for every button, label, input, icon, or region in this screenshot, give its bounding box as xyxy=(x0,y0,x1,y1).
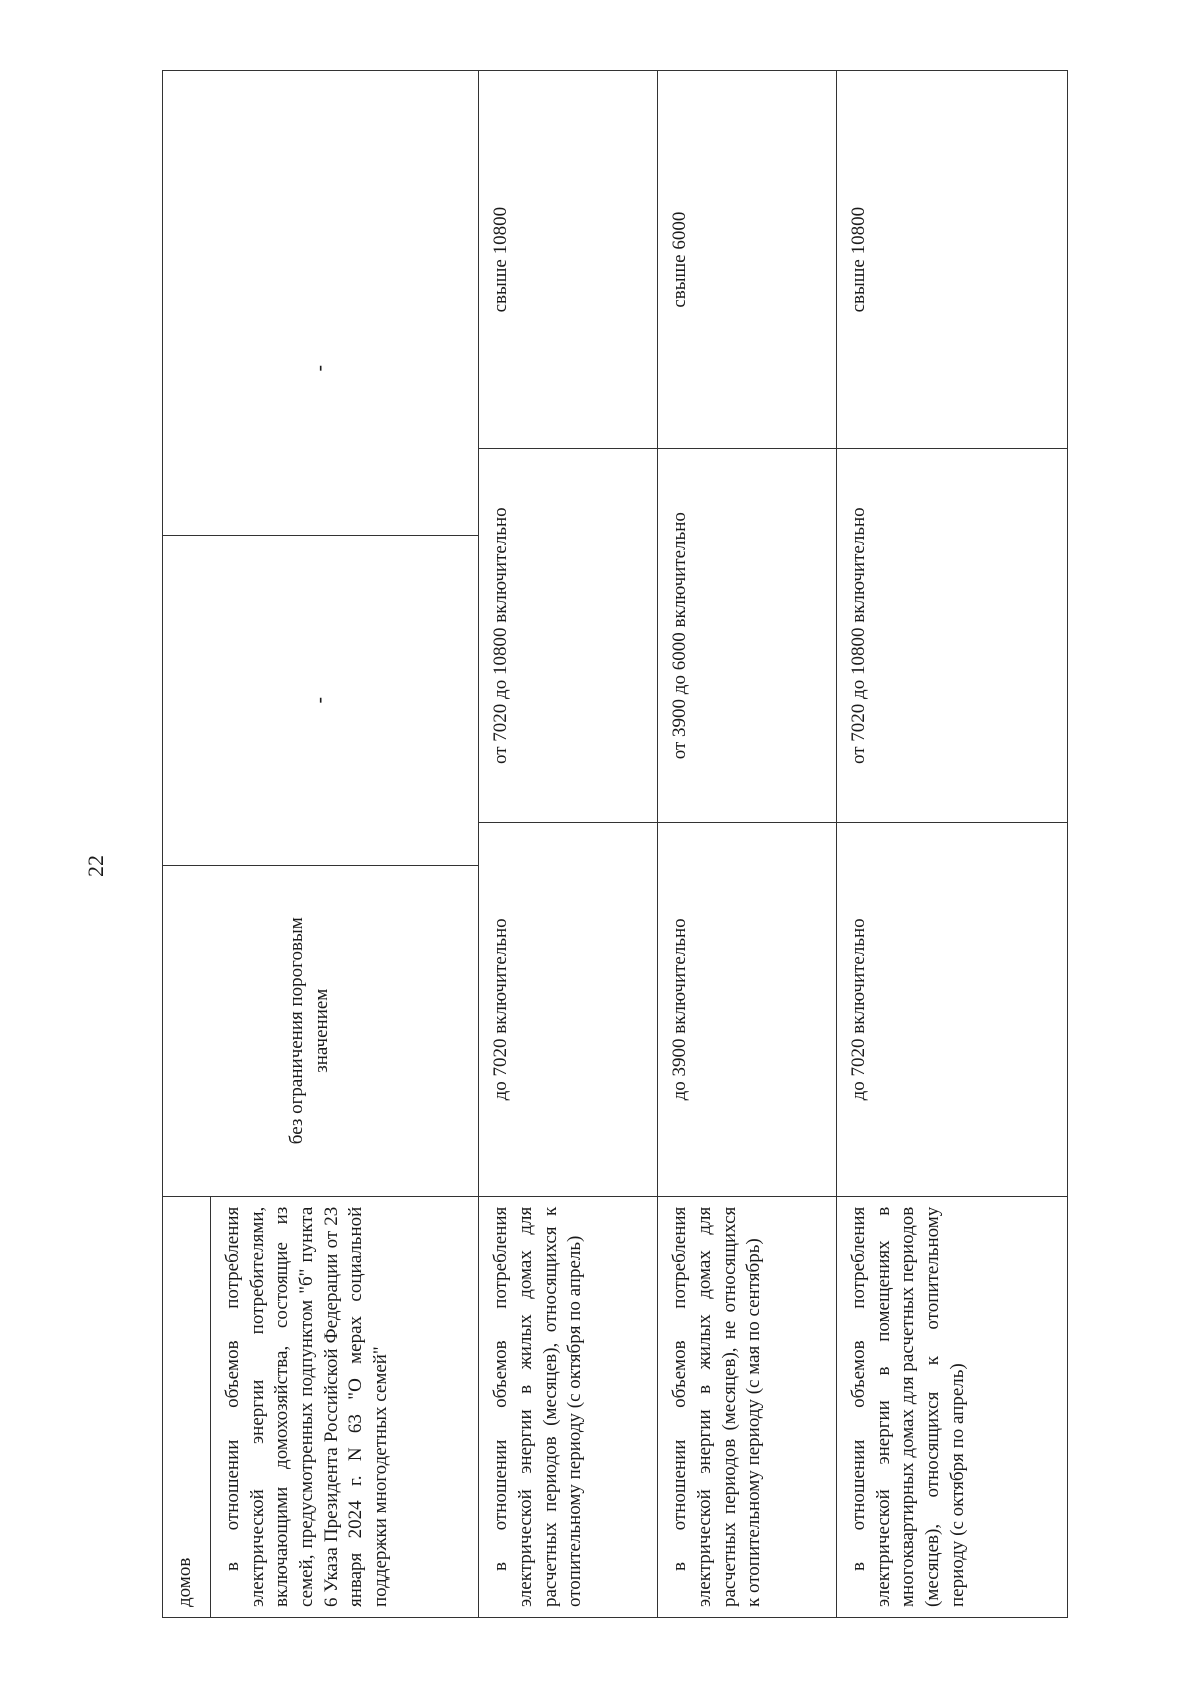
row-3-range-3: свыше 6000 xyxy=(658,71,837,449)
row-4-range-1: до 7020 включительно xyxy=(837,823,1068,1197)
table-row xyxy=(479,71,658,1618)
row-1-range-2: - xyxy=(309,697,331,704)
merged-empty-cell xyxy=(163,71,479,1197)
row-4-description: в отношении объемов потребления электрической энергии в помещениях в многоквартирных домах для расчетных периодов (месяцев), относящихся к отопительному периоду (с октября по апрель) xyxy=(837,1196,1068,1617)
row-3-description: в отношении объемов потребления электрической энергии в жилых домах для расчетных периодов (месяцев), не относящихся к отопительному периоду (с мая по сентябрь) xyxy=(658,1196,837,1617)
row-1-range-3-cell xyxy=(163,202,478,536)
table-row xyxy=(837,71,1068,1618)
row-2-range-1: до 7020 включительно xyxy=(479,823,658,1197)
row-3-range-1: до 3900 включительно xyxy=(658,823,837,1197)
tariff-threshold-table xyxy=(162,70,1068,1618)
page-number: 22 xyxy=(83,855,108,877)
row-1-range-1-cell xyxy=(163,866,478,1196)
row-1-range-2-cell xyxy=(163,536,478,866)
row-2-range-3: свыше 10800 xyxy=(479,71,658,449)
row-4-range-3: свыше 10800 xyxy=(837,71,1068,449)
row-2-description: в отношении объемов потребления электрической энергии в жилых домах для расчетных периодов (месяцев), относящихся к отопительному периоду (с октября по апрель) xyxy=(479,1196,658,1617)
row-4-range-2: от 7020 до 10800 включительно xyxy=(837,449,1068,823)
row-1-range-1: без ограничения пороговым значением xyxy=(286,917,332,1145)
row-1-range-3: - xyxy=(309,365,331,372)
rotated-table-container xyxy=(162,70,1068,1618)
row-3-range-2: от 3900 до 6000 включительно xyxy=(658,449,837,823)
table-row-header xyxy=(163,71,211,1618)
table-row xyxy=(658,71,837,1618)
row-1-description: в отношении объемов потребления электрической энергии потребителями, включающими домохозяйства, состоящие из семей, предусмотренных подпунктом "б" пункта 6 Указа Президента Российской Федерации от 23 января 2024 г. N 63 "О мерах социальной поддержки многодетных семей" xyxy=(210,1196,478,1617)
row-2-range-2: от 7020 до 10800 включительно xyxy=(479,449,658,823)
header-cell: домов xyxy=(163,1196,211,1617)
